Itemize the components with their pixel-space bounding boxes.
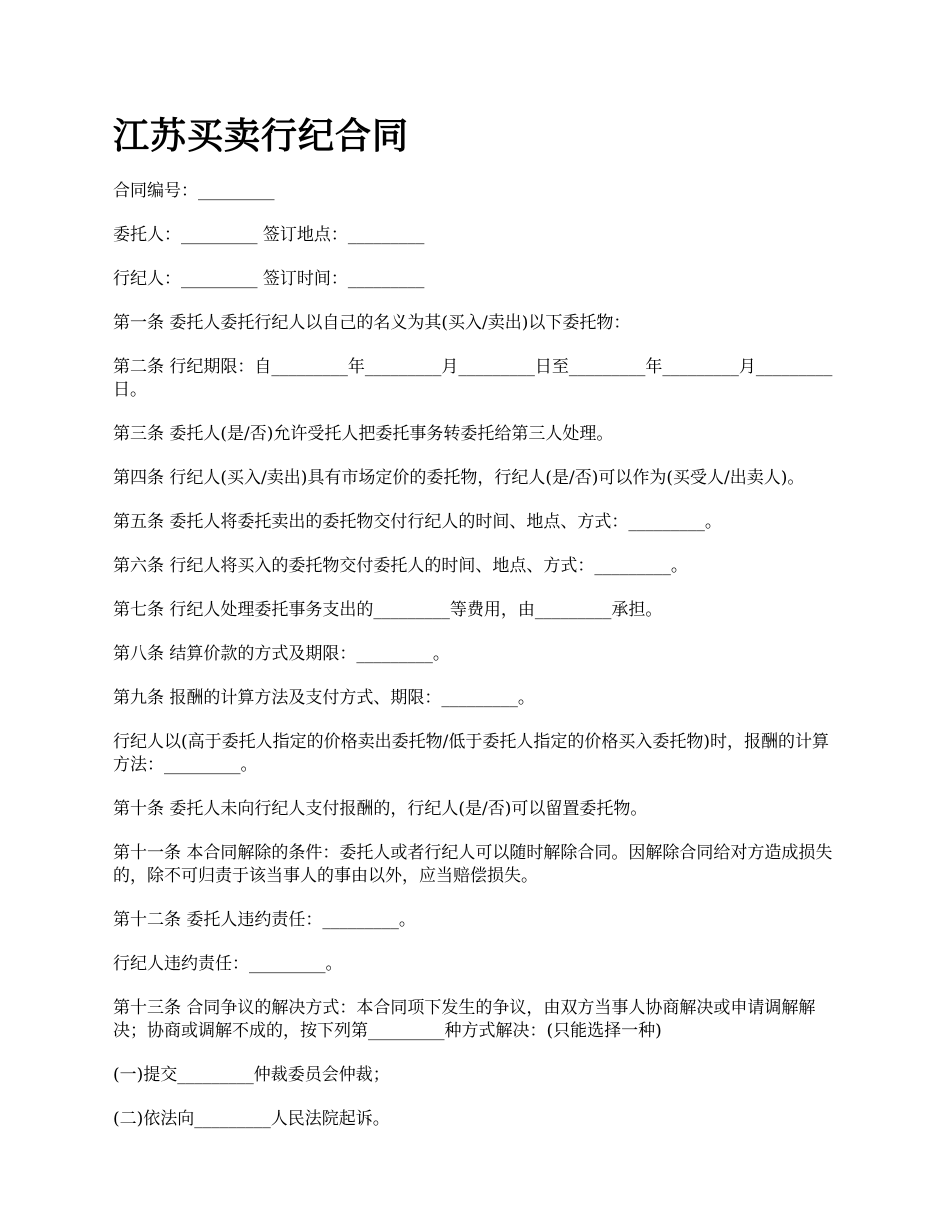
clause-1: 第一条 委托人委托行纪人以自己的名义为其(买入/卖出)以下委托物： — [113, 313, 631, 333]
document-title: 江苏买卖行纪合同 — [113, 115, 410, 157]
contract-number-line: 合同编号：_________ — [113, 181, 275, 201]
clause-7: 第七条 行纪人处理委托事务支出的_________等费用，由_________承担。 — [113, 600, 663, 620]
principal-and-signing-place-line: 委托人：_________ 签订地点：_________ — [113, 225, 425, 245]
clause-9: 第九条 报酬的计算方法及支付方式、期限：_________。 — [113, 688, 535, 708]
dispute-option-litigation: (二)依法向_________人民法院起诉。 — [113, 1109, 390, 1129]
clause-10: 第十条 委托人未向行纪人支付报酬的，行纪人(是/否)可以留置委托物。 — [113, 799, 648, 819]
clause-4: 第四条 行纪人(买入/卖出)具有市场定价的委托物，行纪人(是/否)可以作为(买受人/出卖人)。 — [113, 468, 805, 488]
clause-11: 第十一条 本合同解除的条件：委托人或者行纪人可以随时解除合同。因解除合同给对方造成损失的，除不可归责于该当事人的事由以外，应当赔偿损失。 — [113, 843, 833, 886]
clause-2: 第二条 行纪期限：自_________年_________月_________日至_________年_________月_________日。 — [113, 357, 833, 400]
clause-6: 第六条 行纪人将买入的委托物交付委托人的时间、地点、方式：_________。 — [113, 556, 688, 576]
clause-12-broker-liability: 行纪人违约责任：_________。 — [113, 954, 343, 974]
clause-12: 第十二条 委托人违约责任：_________。 — [113, 910, 416, 930]
broker-and-signing-time-line: 行纪人：_________ 签订时间：_________ — [113, 269, 425, 289]
clause-13: 第十三条 合同争议的解决方式：本合同项下发生的争议，由双方当事人协商解决或申请调解解决；协商或调解不成的，按下列第_________种方式解决：(只能选择一种) — [113, 998, 816, 1041]
clause-9-remuneration-method: 行纪人以(高于委托人指定的价格卖出委托物/低于委托人指定的价格买入委托物)时，报酬的计算方法：_________。 — [113, 732, 829, 775]
dispute-option-arbitration: (一)提交_________仲裁委员会仲裁； — [113, 1065, 390, 1085]
clause-3: 第三条 委托人(是/否)允许受托人把委托事务转委托给第三人处理。 — [113, 424, 614, 444]
clause-5: 第五条 委托人将委托卖出的委托物交付行纪人的时间、地点、方式：_________。 — [113, 512, 722, 532]
contract-body — [113, 180, 843, 1152]
clause-8: 第八条 结算价款的方式及期限：_________。 — [113, 644, 450, 664]
